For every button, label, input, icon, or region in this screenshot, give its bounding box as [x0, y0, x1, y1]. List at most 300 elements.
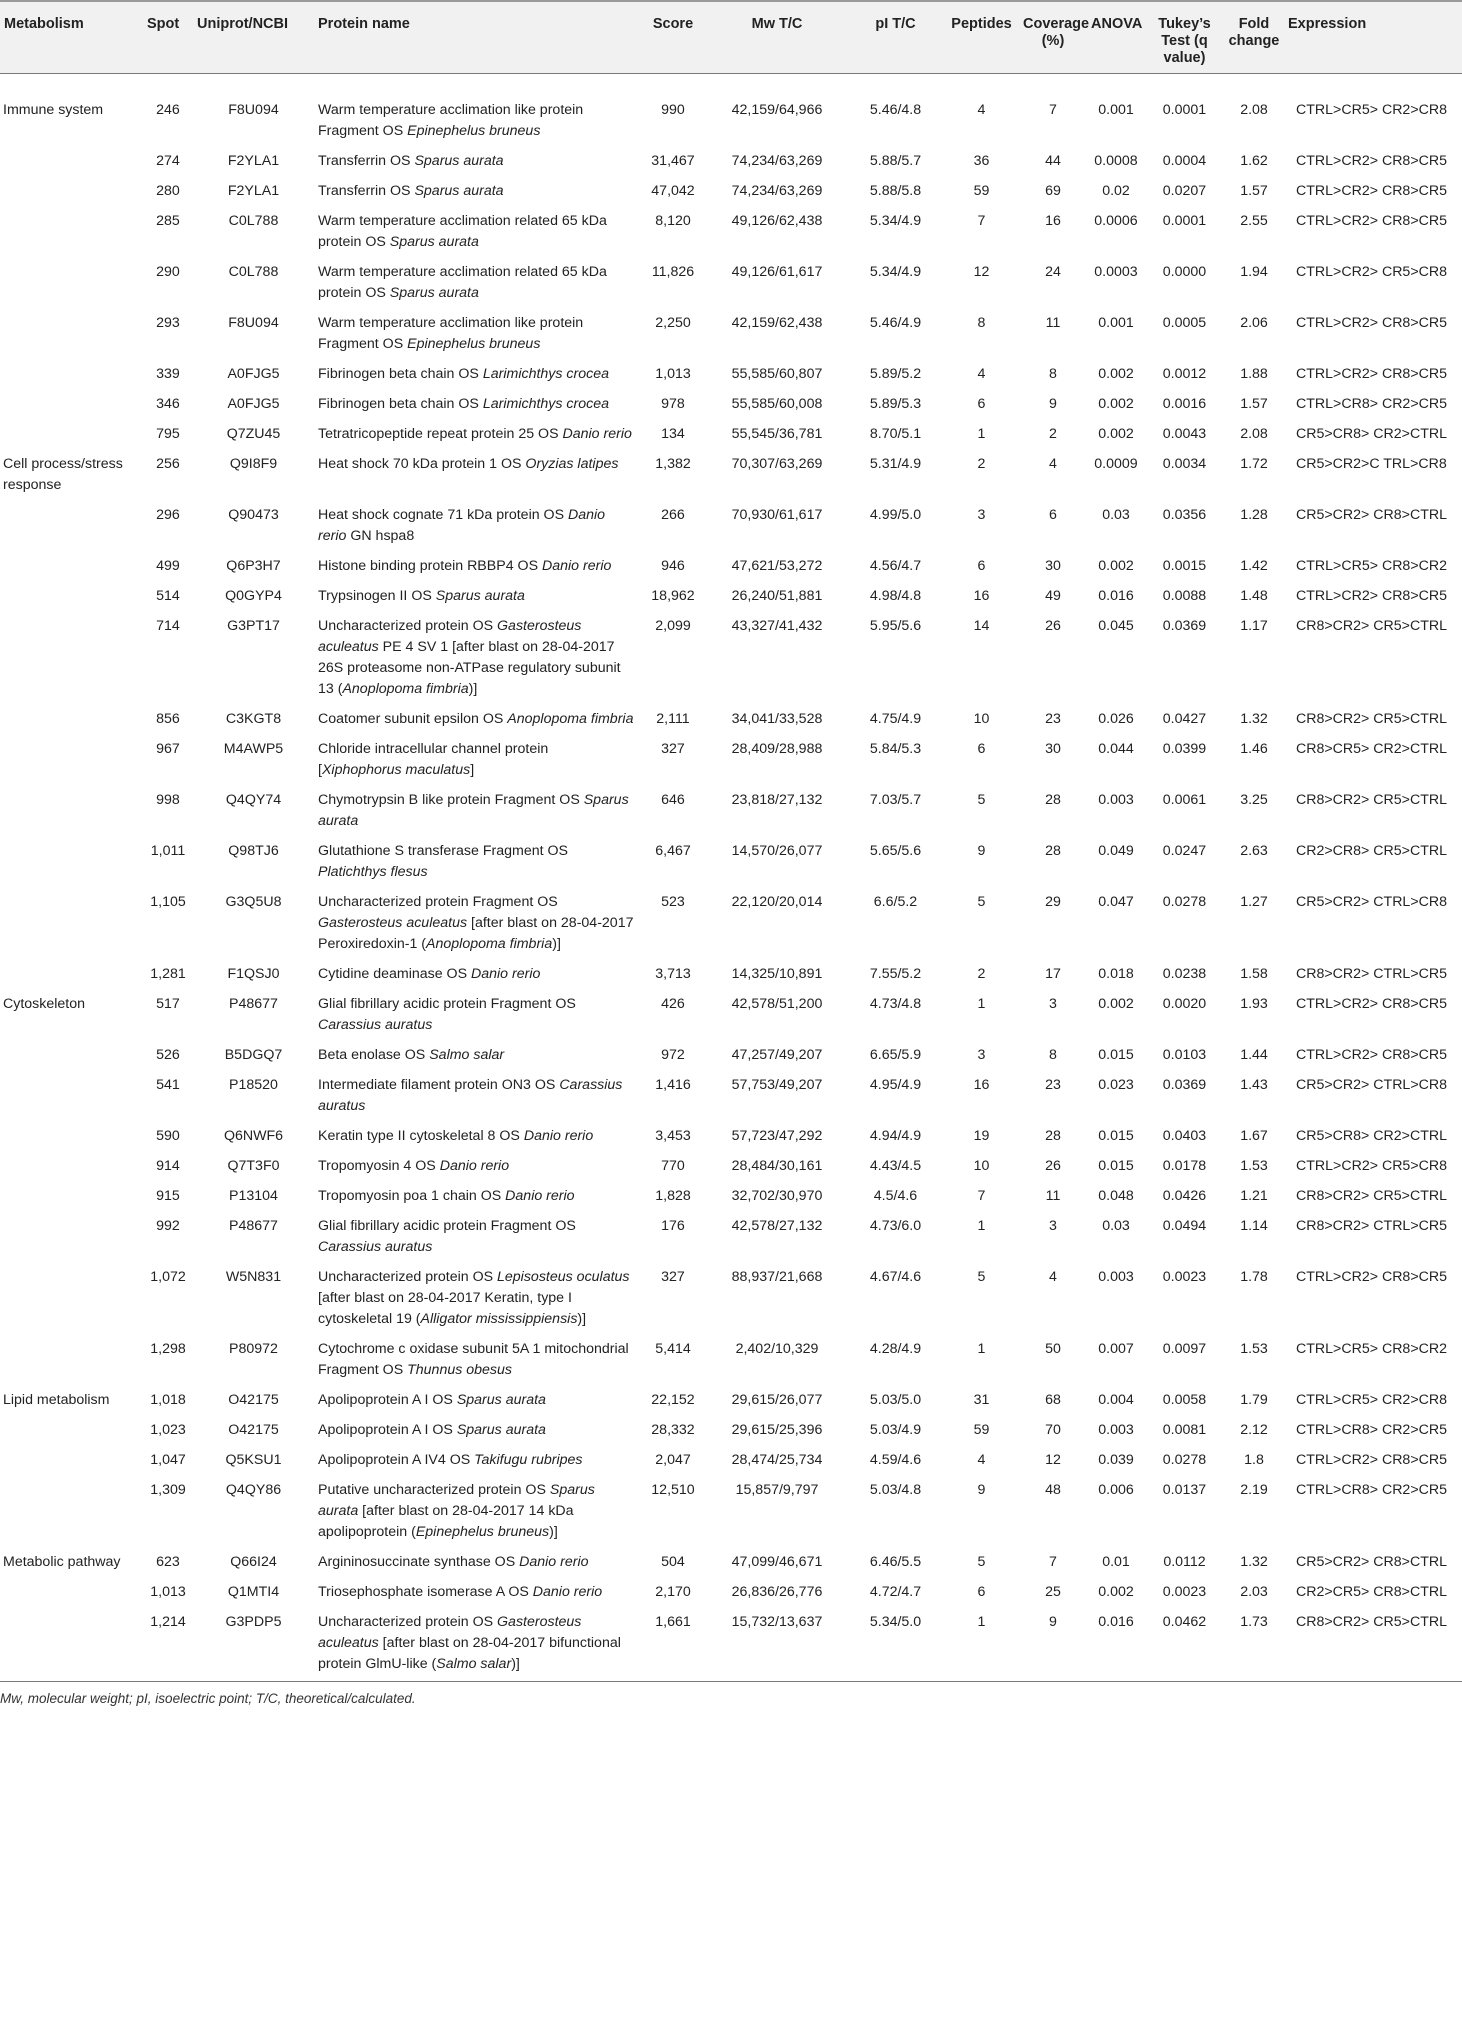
- cell-anova: 0.049: [1098, 843, 1134, 859]
- cell-uniprot: P80972: [229, 1341, 278, 1357]
- cell-coverage: 28: [1045, 792, 1061, 808]
- cell-metabolism: [0, 581, 143, 611]
- cell-mw: 34,041/33,528: [731, 711, 823, 727]
- cell-anova: 0.015: [1098, 1158, 1134, 1174]
- cell-spot: 856: [156, 711, 180, 727]
- cell-score: 31,467: [651, 153, 695, 169]
- cell-fold-change: 1.14: [1240, 1218, 1268, 1234]
- cell-spot: 914: [156, 1158, 180, 1174]
- cell-fold-change: 1.27: [1240, 894, 1268, 910]
- cell-coverage: 29: [1045, 894, 1061, 910]
- cell-metabolism: [0, 836, 143, 887]
- cell-mw: 15,732/13,637: [707, 1607, 847, 1682]
- cell-protein-name: Fibrinogen beta chain OS Larimichthys crocea: [318, 366, 610, 382]
- cell-fold-change: 1.93: [1240, 996, 1268, 1012]
- cell-tukey: 0.0369: [1162, 618, 1207, 634]
- cell-spot: 1,298: [150, 1341, 186, 1357]
- cell-spot: 1,281: [150, 966, 186, 982]
- cell-pi: 4.56/4.7: [869, 558, 922, 574]
- cell-mw: 28,484/30,161: [731, 1158, 823, 1174]
- cell-pi: 4.43/4.5: [869, 1158, 922, 1174]
- cell-protein-name: Fibrinogen beta chain OS Larimichthys crocea: [318, 396, 610, 412]
- cell-spot: 346: [156, 396, 180, 412]
- cell-pi: 4.94/4.9: [869, 1128, 922, 1144]
- cell-score: 2,250: [655, 315, 691, 331]
- cell-score: 978: [661, 396, 685, 412]
- cell-metabolism: [0, 206, 143, 257]
- cell-score: 6,467: [655, 843, 691, 859]
- cell-coverage: 12: [1045, 1452, 1061, 1468]
- cell-protein-name: Putative uncharacterized protein OS Sparus aurata [after blast on 28-04-2017 14 kDa apolipoprotein (Epinephelus bruneus)]: [318, 1482, 595, 1540]
- cell-score: 646: [661, 792, 685, 808]
- cell-protein-name: Chymotrypsin B like protein Fragment OS Sparus aurata: [318, 792, 629, 829]
- cell-metabolism: [0, 308, 143, 359]
- cell-protein-name: Transferrin OS Sparus aurata: [318, 183, 504, 199]
- cell-fold-change: 1.58: [1240, 966, 1268, 982]
- cell-anova: 0.002: [1098, 1584, 1134, 1600]
- table-body: [0, 74, 1462, 1682]
- cell-spot: 1,018: [150, 1392, 186, 1408]
- cell-pi: 5.95/5.6: [869, 618, 922, 634]
- cell-pi: 5.84/5.3: [869, 741, 922, 757]
- cell-anova: 0.001: [1098, 315, 1134, 331]
- cell-anova: 0.0008: [1094, 153, 1138, 169]
- cell-expression: CTRL>CR5> CR2>CR8: [1296, 102, 1447, 118]
- cell-uniprot: M4AWP5: [223, 741, 284, 757]
- cell-tukey: 0.0494: [1162, 1218, 1207, 1234]
- cell-anova: 0.007: [1098, 1341, 1134, 1357]
- cell-spot: 1,214: [143, 1607, 193, 1682]
- cell-score: 1,828: [655, 1188, 691, 1204]
- cell-pi: 5.03/4.8: [869, 1482, 922, 1498]
- cell-uniprot: C0L788: [228, 213, 279, 229]
- cell-peptides: 19: [973, 1128, 990, 1144]
- cell-mw: 55,585/60,807: [731, 366, 823, 382]
- cell-pi: 4.95/4.9: [869, 1077, 922, 1093]
- cell-peptides: 12: [973, 264, 990, 280]
- cell-uniprot: Q6NWF6: [223, 1128, 284, 1144]
- cell-anova: 0.03: [1102, 1218, 1130, 1234]
- cell-pi: 4.98/4.8: [869, 588, 922, 604]
- cell-mw: 26,240/51,881: [731, 588, 823, 604]
- cell-spot: 1,023: [150, 1422, 186, 1438]
- cell-score: 946: [661, 558, 685, 574]
- cell-score: 327: [661, 1269, 685, 1285]
- cell-metabolism: [0, 389, 143, 419]
- cell-anova: 0.002: [1098, 426, 1134, 442]
- cell-spot: 514: [156, 588, 180, 604]
- cell-coverage: 6: [1049, 507, 1057, 523]
- cell-protein-name: Heat shock cognate 71 kDa protein OS Danio rerio GN hspa8: [318, 507, 606, 544]
- cell-protein-name: Beta enolase OS Salmo salar: [318, 1047, 505, 1063]
- cell-anova: 0.015: [1098, 1128, 1134, 1144]
- cell-spot: 541: [156, 1077, 180, 1093]
- cell-mw: 88,937/21,668: [731, 1269, 823, 1285]
- table-row: [0, 1334, 1462, 1385]
- cell-uniprot: Q4QY74: [225, 792, 282, 808]
- cell-uniprot: P48677: [229, 1218, 278, 1234]
- cell-protein-name: Warm temperature acclimation like protein Fragment OS Epinephelus bruneus: [318, 102, 584, 139]
- table-row: [0, 551, 1462, 581]
- header-fold-change: Fold change: [1224, 1, 1284, 74]
- cell-peptides: 6: [977, 741, 986, 757]
- cell-protein-name: Tropomyosin poa 1 chain OS Danio rerio: [318, 1188, 575, 1204]
- cell-coverage: 23: [1045, 711, 1061, 727]
- cell-tukey: 0.0023: [1162, 1269, 1207, 1285]
- cell-spot: 714: [156, 618, 180, 634]
- cell-peptides: 2: [977, 966, 986, 982]
- table-row: [0, 734, 1462, 785]
- cell-metabolism: [0, 1577, 143, 1607]
- cell-fold-change: 2.63: [1240, 843, 1268, 859]
- cell-metabolism: [0, 785, 143, 836]
- cell-metabolism: Lipid metabolism: [3, 1392, 110, 1408]
- table-row: [0, 359, 1462, 389]
- cell-metabolism: [0, 1445, 143, 1475]
- cell-peptides: 9: [977, 843, 986, 859]
- cell-spot: 1,047: [150, 1452, 186, 1468]
- header-pi: pI T/C: [847, 1, 944, 74]
- cell-anova: 0.002: [1098, 996, 1134, 1012]
- cell-tukey: 0.0061: [1162, 792, 1207, 808]
- cell-uniprot: Q4QY86: [225, 1482, 282, 1498]
- cell-pi: 4.28/4.9: [869, 1341, 922, 1357]
- cell-fold-change: 1.73: [1224, 1607, 1284, 1682]
- cell-coverage: 9: [1049, 396, 1057, 412]
- cell-peptides: 10: [973, 711, 990, 727]
- cell-spot: 339: [156, 366, 180, 382]
- cell-score: 1,661: [639, 1607, 707, 1682]
- table-row: [0, 1445, 1462, 1475]
- cell-expression: CTRL>CR2> CR8>CR5: [1296, 1047, 1447, 1063]
- cell-coverage: 70: [1045, 1422, 1061, 1438]
- cell-fold-change: 2.55: [1240, 213, 1268, 229]
- cell-mw: 49,126/61,617: [731, 264, 823, 280]
- cell-fold-change: 2.19: [1240, 1482, 1268, 1498]
- cell-fold-change: 1.79: [1240, 1392, 1268, 1408]
- cell-score: 2,170: [655, 1584, 691, 1600]
- cell-peptides: 7: [977, 1188, 986, 1204]
- cell-peptides: 3: [977, 1047, 986, 1063]
- cell-pi: 5.03/4.9: [869, 1422, 922, 1438]
- cell-uniprot: Q1MTI4: [227, 1584, 280, 1600]
- cell-fold-change: 1.53: [1240, 1341, 1268, 1357]
- table-row: [0, 74, 1462, 147]
- cell-peptides: 4: [977, 1452, 986, 1468]
- cell-score: 972: [661, 1047, 685, 1063]
- cell-expression: CTRL>CR2> CR8>CR5: [1296, 588, 1447, 604]
- cell-expression: CTRL>CR8> CR2>CR5: [1296, 1422, 1447, 1438]
- cell-score: 1,382: [655, 456, 691, 472]
- cell-coverage: 11: [1045, 1188, 1061, 1204]
- cell-mw: 22,120/20,014: [731, 894, 823, 910]
- cell-expression: CTRL>CR2> CR8>CR5: [1296, 213, 1447, 229]
- cell-anova: 0.044: [1098, 741, 1134, 757]
- cell-expression: CR8>CR2> CR5>CTRL: [1296, 792, 1447, 808]
- cell-metabolism: [0, 500, 143, 551]
- cell-coverage: 24: [1045, 264, 1061, 280]
- cell-uniprot: Q0GYP4: [225, 588, 282, 604]
- cell-tukey: 0.0137: [1162, 1482, 1207, 1498]
- cell-peptides: 4: [977, 102, 986, 118]
- cell-uniprot: P18520: [229, 1077, 278, 1093]
- cell-pi: 6.6/5.2: [873, 894, 918, 910]
- cell-score: 426: [661, 996, 685, 1012]
- cell-anova: 0.002: [1098, 558, 1134, 574]
- cell-spot: 517: [156, 996, 180, 1012]
- cell-fold-change: 1.67: [1240, 1128, 1268, 1144]
- cell-tukey: 0.0058: [1162, 1392, 1207, 1408]
- cell-uniprot: G3PT17: [227, 618, 280, 634]
- cell-spot: 499: [156, 558, 180, 574]
- cell-peptides: 36: [973, 153, 990, 169]
- cell-fold-change: 1.43: [1240, 1077, 1268, 1093]
- cell-coverage: 25: [1045, 1584, 1061, 1600]
- cell-uniprot: O42175: [228, 1392, 279, 1408]
- cell-anova: 0.003: [1098, 1422, 1134, 1438]
- cell-coverage: 17: [1045, 966, 1061, 982]
- cell-metabolism: [0, 1181, 143, 1211]
- cell-anova: 0.003: [1098, 792, 1134, 808]
- cell-anova: 0.003: [1098, 1269, 1134, 1285]
- cell-anova: 0.01: [1102, 1554, 1130, 1570]
- cell-coverage: 48: [1045, 1482, 1061, 1498]
- cell-mw: 42,159/64,966: [731, 102, 823, 118]
- cell-peptides: 1: [977, 1341, 986, 1357]
- cell-protein-name: Apolipoprotein A IV4 OS Takifugu rubripes: [318, 1452, 583, 1468]
- cell-score: 28,332: [651, 1422, 695, 1438]
- cell-tukey: 0.0015: [1162, 558, 1207, 574]
- cell-protein-name: Histone binding protein RBBP4 OS Danio rerio: [318, 558, 612, 574]
- cell-pi: 5.34/4.9: [869, 213, 922, 229]
- cell-coverage: 3: [1049, 1218, 1057, 1234]
- cell-score: 2,099: [655, 618, 691, 634]
- cell-expression: CR5>CR2> CR8>CTRL: [1296, 507, 1447, 523]
- cell-metabolism: [0, 176, 143, 206]
- cell-coverage: 16: [1045, 213, 1061, 229]
- cell-fold-change: 1.78: [1240, 1269, 1268, 1285]
- cell-score: 990: [661, 102, 685, 118]
- cell-coverage: 30: [1045, 741, 1061, 757]
- cell-score: 18,962: [651, 588, 695, 604]
- cell-tukey: 0.0462: [1145, 1607, 1224, 1682]
- cell-protein-name: Glutathione S transferase Fragment OS Platichthys flesus: [318, 843, 568, 880]
- cell-mw: 28,474/25,734: [731, 1452, 823, 1468]
- cell-peptides: 5: [977, 1269, 986, 1285]
- cell-tukey: 0.0247: [1162, 843, 1207, 859]
- header-mw: Mw T/C: [707, 1, 847, 74]
- cell-tukey: 0.0103: [1162, 1047, 1207, 1063]
- cell-fold-change: 1.42: [1240, 558, 1268, 574]
- cell-coverage: 8: [1049, 366, 1057, 382]
- cell-coverage: 50: [1045, 1341, 1061, 1357]
- cell-spot: 274: [156, 153, 180, 169]
- table-row: [0, 1040, 1462, 1070]
- table-row: [0, 1577, 1462, 1607]
- cell-metabolism: Metabolic pathway: [3, 1554, 121, 1570]
- cell-tukey: 0.0001: [1162, 213, 1207, 229]
- cell-peptides: 6: [977, 396, 986, 412]
- cell-expression: CR8>CR2> CR5>CTRL: [1284, 1607, 1462, 1682]
- cell-peptides: 2: [977, 456, 986, 472]
- cell-mw: 2,402/10,329: [735, 1341, 819, 1357]
- cell-coverage: 49: [1045, 588, 1061, 604]
- cell-spot: 795: [156, 426, 180, 442]
- cell-pi: 4.67/4.6: [869, 1269, 922, 1285]
- cell-score: 3,713: [655, 966, 691, 982]
- table-row: [0, 1121, 1462, 1151]
- cell-mw: 47,099/46,671: [731, 1554, 823, 1570]
- cell-expression: CTRL>CR2> CR8>CR5: [1296, 1452, 1447, 1468]
- cell-pi: 7.03/5.7: [869, 792, 922, 808]
- cell-metabolism: [0, 1211, 143, 1262]
- cell-coverage: 68: [1045, 1392, 1061, 1408]
- cell-metabolism: [0, 1334, 143, 1385]
- table-row: [0, 704, 1462, 734]
- cell-spot: 256: [156, 456, 180, 472]
- cell-uniprot: F2YLA1: [227, 153, 280, 169]
- cell-protein-name: Tropomyosin 4 OS Danio rerio: [318, 1158, 510, 1174]
- cell-tukey: 0.0088: [1162, 588, 1207, 604]
- cell-pi: 4.75/4.9: [869, 711, 922, 727]
- cell-spot: 1,072: [150, 1269, 186, 1285]
- cell-uniprot: C0L788: [228, 264, 279, 280]
- cell-peptides: 9: [977, 1482, 986, 1498]
- cell-tukey: 0.0207: [1162, 183, 1207, 199]
- cell-score: 2,047: [655, 1452, 691, 1468]
- table-row: [0, 1181, 1462, 1211]
- cell-score: 523: [661, 894, 685, 910]
- cell-anova: 0.002: [1098, 366, 1134, 382]
- header-tukey: Tukey’s Test (q value): [1145, 1, 1224, 74]
- cell-score: 1,013: [655, 366, 691, 382]
- cell-coverage: 23: [1045, 1077, 1061, 1093]
- cell-expression: CR5>CR8> CR2>CTRL: [1296, 426, 1447, 442]
- cell-score: 2,111: [656, 711, 690, 727]
- cell-fold-change: 1.53: [1240, 1158, 1268, 1174]
- cell-fold-change: 2.03: [1240, 1584, 1268, 1600]
- cell-expression: CTRL>CR8> CR2>CR5: [1296, 396, 1447, 412]
- cell-peptides: 7: [977, 213, 986, 229]
- cell-fold-change: 1.48: [1240, 588, 1268, 604]
- cell-fold-change: 1.21: [1240, 1188, 1268, 1204]
- cell-uniprot: Q98TJ6: [228, 843, 279, 859]
- cell-tukey: 0.0403: [1162, 1128, 1207, 1144]
- cell-pi: 5.31/4.9: [869, 456, 922, 472]
- cell-protein-name: Warm temperature acclimation like protein Fragment OS Epinephelus bruneus: [318, 315, 584, 352]
- cell-mw: 42,159/62,438: [731, 315, 823, 331]
- cell-tukey: 0.0097: [1162, 1341, 1207, 1357]
- cell-metabolism: [0, 419, 143, 449]
- cell-fold-change: 1.62: [1240, 153, 1268, 169]
- cell-protein-name: Uncharacterized protein OS Lepisosteus oculatus [after blast on 28-04-2017 Keratin, type I cytoskeletal 19 (Alligator mississippiensis)]: [318, 1269, 630, 1327]
- cell-score: 22,152: [651, 1392, 695, 1408]
- cell-pi: 4.5/4.6: [873, 1188, 918, 1204]
- cell-uniprot: Q7ZU45: [226, 426, 281, 442]
- cell-peptides: 3: [977, 507, 986, 523]
- cell-tukey: 0.0034: [1162, 456, 1207, 472]
- cell-protein-name: Uncharacterized protein Fragment OS Gasterosteus aculeatus [after blast on 28-04-2017 Peroxiredoxin-1 (Anoplopoma fimbria)]: [318, 894, 634, 952]
- cell-tukey: 0.0178: [1162, 1158, 1207, 1174]
- header-spot: Spot: [143, 1, 193, 74]
- cell-pi: 5.89/5.3: [869, 396, 922, 412]
- cell-peptides: 6: [977, 558, 986, 574]
- cell-tukey: 0.0426: [1162, 1188, 1207, 1204]
- table-row: [0, 1415, 1462, 1445]
- cell-protein-name: Warm temperature acclimation related 65 kDa protein OS Sparus aurata: [318, 264, 607, 301]
- header-expression: Expression: [1284, 1, 1462, 74]
- cell-fold-change: 2.08: [1240, 426, 1268, 442]
- cell-anova: 0.004: [1098, 1392, 1134, 1408]
- cell-tukey: 0.0001: [1162, 102, 1207, 118]
- cell-uniprot: P48677: [229, 996, 278, 1012]
- cell-expression: CR5>CR2> CTRL>CR8: [1296, 894, 1447, 910]
- cell-expression: CR2>CR8> CR5>CTRL: [1296, 843, 1447, 859]
- cell-spot: 296: [156, 507, 180, 523]
- cell-pi: 5.88/5.7: [869, 153, 922, 169]
- table-row: [0, 785, 1462, 836]
- cell-uniprot: A0FJG5: [227, 396, 280, 412]
- cell-anova: 0.016: [1087, 1607, 1145, 1682]
- cell-mw: 70,930/61,617: [731, 507, 823, 523]
- cell-expression: CR8>CR2> CR5>CTRL: [1296, 711, 1447, 727]
- cell-mw: 70,307/63,269: [731, 456, 823, 472]
- table-row: [0, 449, 1462, 500]
- cell-pi: 4.73/4.8: [869, 996, 922, 1012]
- cell-spot: 280: [156, 183, 180, 199]
- table-row: [0, 1607, 1462, 1682]
- cell-score: 770: [661, 1158, 685, 1174]
- cell-protein-name: Apolipoprotein A I OS Sparus aurata: [318, 1392, 546, 1408]
- cell-peptides: 4: [977, 366, 986, 382]
- cell-coverage: 44: [1045, 153, 1061, 169]
- cell-expression: CTRL>CR5> CR2>CR8: [1296, 1392, 1447, 1408]
- cell-coverage: 4: [1049, 1269, 1057, 1285]
- cell-spot: 992: [156, 1218, 180, 1234]
- cell-fold-change: 2.12: [1240, 1422, 1268, 1438]
- cell-coverage: 69: [1045, 183, 1061, 199]
- cell-anova: 0.03: [1102, 507, 1130, 523]
- cell-anova: 0.048: [1098, 1188, 1134, 1204]
- cell-metabolism: [0, 146, 143, 176]
- cell-uniprot: F1QSJ0: [227, 966, 280, 982]
- cell-anova: 0.026: [1098, 711, 1134, 727]
- cell-metabolism: [0, 887, 143, 959]
- cell-fold-change: 1.72: [1240, 456, 1268, 472]
- cell-protein-name: Tetratricopeptide repeat protein 25 OS Danio rerio: [318, 426, 632, 442]
- cell-score: 3,453: [655, 1128, 691, 1144]
- cell-uniprot: Q9I8F9: [229, 456, 278, 472]
- cell-score: 134: [661, 426, 685, 442]
- header-row: [0, 1, 1462, 74]
- table-row: [0, 989, 1462, 1040]
- cell-tukey: 0.0427: [1162, 711, 1207, 727]
- cell-coverage: 28: [1045, 843, 1061, 859]
- cell-anova: 0.006: [1098, 1482, 1134, 1498]
- header-anova: ANOVA: [1087, 1, 1145, 74]
- cell-expression: CTRL>CR2> CR5>CR8: [1296, 1158, 1447, 1174]
- cell-expression: CR8>CR5> CR2>CTRL: [1296, 741, 1447, 757]
- cell-tukey: 0.0012: [1162, 366, 1207, 382]
- cell-expression: CTRL>CR2> CR8>CR5: [1296, 183, 1447, 199]
- cell-anova: 0.0003: [1094, 264, 1138, 280]
- cell-pi: 5.89/5.2: [869, 366, 922, 382]
- header-protein-name: Protein name: [314, 1, 639, 74]
- cell-pi: 6.65/5.9: [869, 1047, 922, 1063]
- cell-spot: 246: [156, 102, 180, 118]
- cell-expression: CR8>CR2> CR5>CTRL: [1296, 1188, 1447, 1204]
- cell-pi: 7.55/5.2: [869, 966, 922, 982]
